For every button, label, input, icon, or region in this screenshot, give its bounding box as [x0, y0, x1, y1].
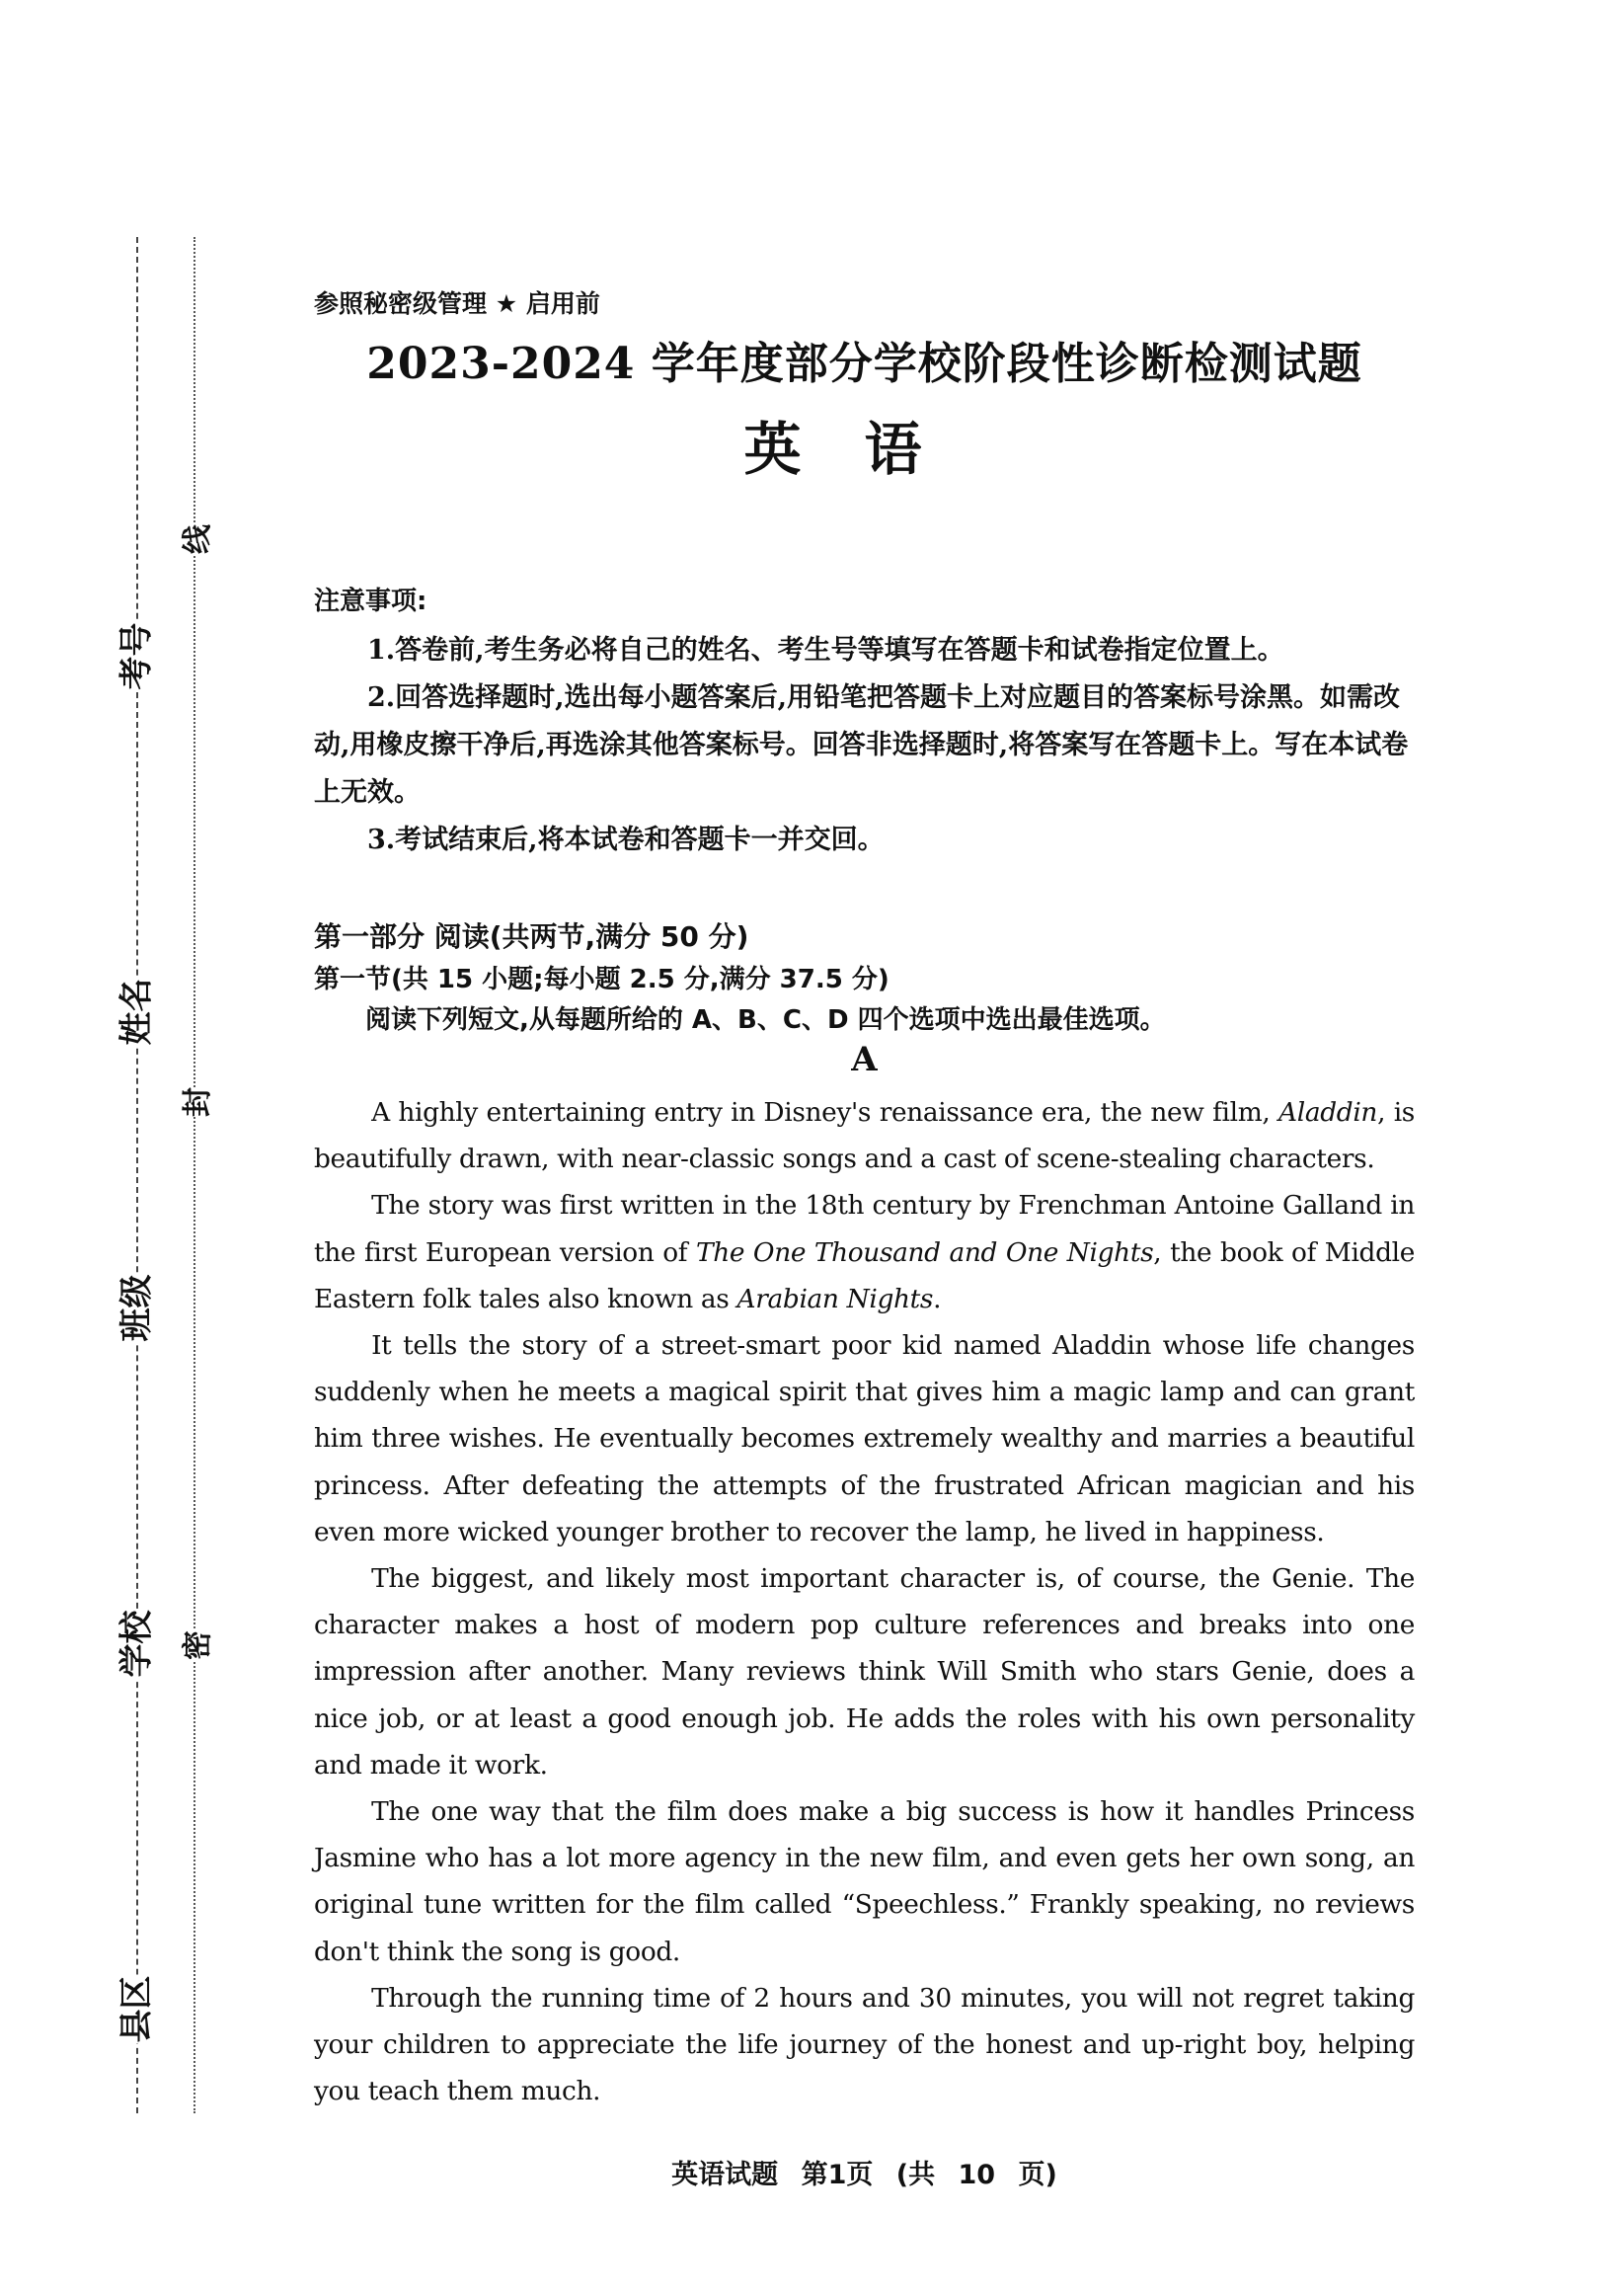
subject-title: 英语 — [743, 416, 985, 483]
seal-mark-seal: 封 — [169, 1087, 220, 1117]
notice-section — [314, 581, 1415, 864]
book-title: The One Thousand and One Nights — [695, 1236, 1154, 1268]
notice-heading: 注意事项: — [314, 587, 427, 616]
passage-paragraph: The biggest, and likely most important character is, of course, the Genie. The character makes a host of modern pop culture references and breaks into one impression after another. Many reviews think Will Smith who stars Genie, does a nice job, or at least a good enough job. He adds the roles with his own personality and made it work. — [314, 1563, 1415, 1781]
passage-paragraph: The story was first written in the 18th century by Frenchman Antoine Galland in the first European version of The One Thousand and One Nights, the book of Middle Eastern folk tales also known as Arabian Nights. — [314, 1190, 1415, 1314]
section-instruction: 阅读下列短文,从每题所给的 A、B、C、D 四个选项中选出最佳选项。 — [365, 1005, 1166, 1035]
field-school: 学校 — [110, 1610, 158, 1679]
passage-paragraph: The one way that the film does make a big success is how it handles Princess Jasmine who has a lot more agency in the new film, and even gets her own song, an original tune written for the film called “Speechless.” Frankly speaking, no reviews don't think the song is good. — [314, 1796, 1415, 1967]
exam-title: 2023-2024 学年度部分学校阶段性诊断检测试题 — [366, 339, 1362, 389]
page-footer: 英语试题 第1页 (共 10 页) — [671, 2160, 1057, 2190]
binding-line-inner — [193, 237, 195, 2113]
field-county: 县区 — [110, 1975, 158, 2044]
section-heading: 第一节(共 15 小题;每小题 2.5 分,满分 37.5 分) — [314, 965, 889, 994]
field-class: 班级 — [110, 1274, 158, 1343]
field-exam-number: 考号 — [110, 622, 158, 691]
passage-paragraph: Through the running time of 2 hours and 30 minutes, you will not regret taking your children to appreciate the life journey of the honest and up-right boy, helping you teach them much. — [314, 1982, 1415, 2107]
notice-item: 3.考试结束后,将本试卷和答题卡一并交回。 — [367, 825, 885, 855]
exam-page-content — [314, 284, 1415, 2114]
seal-mark-line: 线 — [169, 524, 220, 554]
film-title: Aladdin — [1278, 1097, 1378, 1128]
field-name: 姓名 — [110, 978, 158, 1047]
notice-item: 1.答卷前,考生务必将自己的姓名、考生号等填写在答题卡和试卷指定位置上。 — [367, 635, 1284, 666]
confidential-label: 参照秘密级管理 ★ 启用前 — [314, 289, 600, 318]
book-title: Arabian Nights — [736, 1283, 934, 1314]
passage-paragraph: A highly entertaining entry in Disney's renaissance era, the new film, Aladdin, is beautifully drawn, with near-classic songs and a cast of scene-stealing characters. — [314, 1097, 1415, 1175]
seal-mark-secret: 密 — [169, 1630, 220, 1660]
notice-item: 2.回答选择题时,选出每小题答案后,用铅笔把答题卡上对应题目的答案标号涂黑。如需改动,用橡皮擦干净后,再选涂其他答案标号。回答非选择题时,将答案写在答题卡上。写在本试卷上无效。 — [314, 682, 1409, 808]
binding-line-outer — [136, 237, 138, 2113]
part-heading: 第一部分 阅读(共两节,满分 50 分) — [314, 920, 749, 953]
passage-label: A — [851, 1040, 878, 1079]
passage-paragraph: It tells the story of a street-smart poor kid named Aladdin whose life changes suddenly when he meets a magical spirit that gives him a magic lamp and can grant him three wishes. He eventually becomes extremely wealthy and marries a beautiful princess. After defeating the attempts of the frustrated African magician and his even more wicked younger brother to recover the lamp, he lived in happiness. — [314, 1330, 1415, 1547]
